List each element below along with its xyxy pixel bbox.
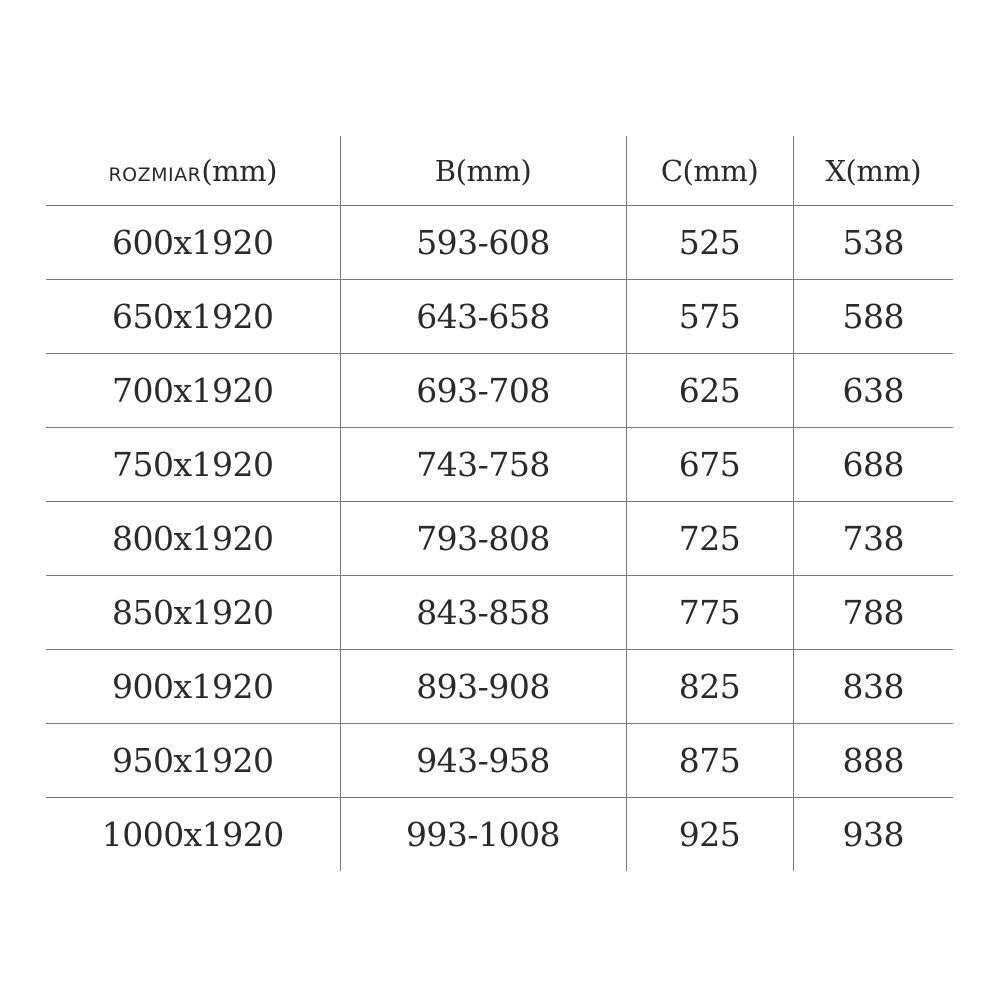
cell-c: 775 (626, 576, 793, 650)
dimensions-table (46, 136, 953, 871)
cell-x: 538 (793, 206, 953, 280)
cell-c: 575 (626, 280, 793, 354)
cell-b: 693-708 (340, 354, 626, 428)
cell-b: 943-958 (340, 724, 626, 798)
header-x-unit: (mm) (845, 153, 922, 188)
cell-x: 938 (793, 798, 953, 872)
cell-c: 725 (626, 502, 793, 576)
cell-size: 850x1920 (46, 576, 340, 650)
cell-x: 838 (793, 650, 953, 724)
cell-x: 588 (793, 280, 953, 354)
header-b-label: B (434, 153, 456, 188)
cell-b: 593-608 (340, 206, 626, 280)
cell-size: 1000x1920 (101, 815, 284, 854)
table-row (46, 650, 953, 724)
cell-x: 688 (793, 428, 953, 502)
cell-size: 700x1920 (46, 354, 340, 428)
cell-b: 793-808 (340, 502, 626, 576)
header-c (626, 136, 793, 206)
cell-b: 893-908 (340, 650, 626, 724)
cell-size: 600x1920 (46, 206, 340, 280)
table-header (46, 136, 953, 206)
cell-c: 675 (626, 428, 793, 502)
header-x (793, 136, 953, 206)
table-row (46, 798, 953, 872)
cell-size: 950x1920 (46, 724, 340, 798)
cell-b: 743-758 (340, 428, 626, 502)
table-row (46, 502, 953, 576)
header-b-unit: (mm) (455, 153, 532, 188)
cell-size: 800x1920 (46, 502, 340, 576)
table-row (46, 280, 953, 354)
cell-size: 900x1920 (46, 650, 340, 724)
header-rozmiar-unit: (mm) (201, 153, 277, 188)
cell-x: 638 (793, 354, 953, 428)
header-x-label: X (825, 153, 846, 188)
cell-x: 788 (793, 576, 953, 650)
header-b (340, 136, 626, 206)
cell-c: 525 (626, 206, 793, 280)
dimensions-table-container (46, 136, 953, 871)
header-c-unit: (mm) (682, 153, 759, 188)
cell-x: 738 (793, 502, 953, 576)
cell-c: 875 (626, 724, 793, 798)
header-row (46, 136, 953, 206)
cell-c: 625 (626, 354, 793, 428)
table-body (46, 206, 953, 872)
cell-c: 825 (626, 650, 793, 724)
cell-b: 843-858 (340, 576, 626, 650)
table-row (46, 428, 953, 502)
header-c-label: C (660, 153, 683, 188)
cell-x: 888 (793, 724, 953, 798)
header-rozmiar (46, 136, 340, 206)
cell-b: 993-1008 (340, 798, 626, 872)
cell-size: 650x1920 (46, 280, 340, 354)
cell-c: 925 (626, 798, 793, 872)
cell-b: 643-658 (340, 280, 626, 354)
table-row (46, 354, 953, 428)
table-row (46, 206, 953, 280)
cell-size: 750x1920 (46, 428, 340, 502)
header-rozmiar-label: ROZMIAR (108, 163, 202, 186)
table-row (46, 724, 953, 798)
table-row (46, 576, 953, 650)
